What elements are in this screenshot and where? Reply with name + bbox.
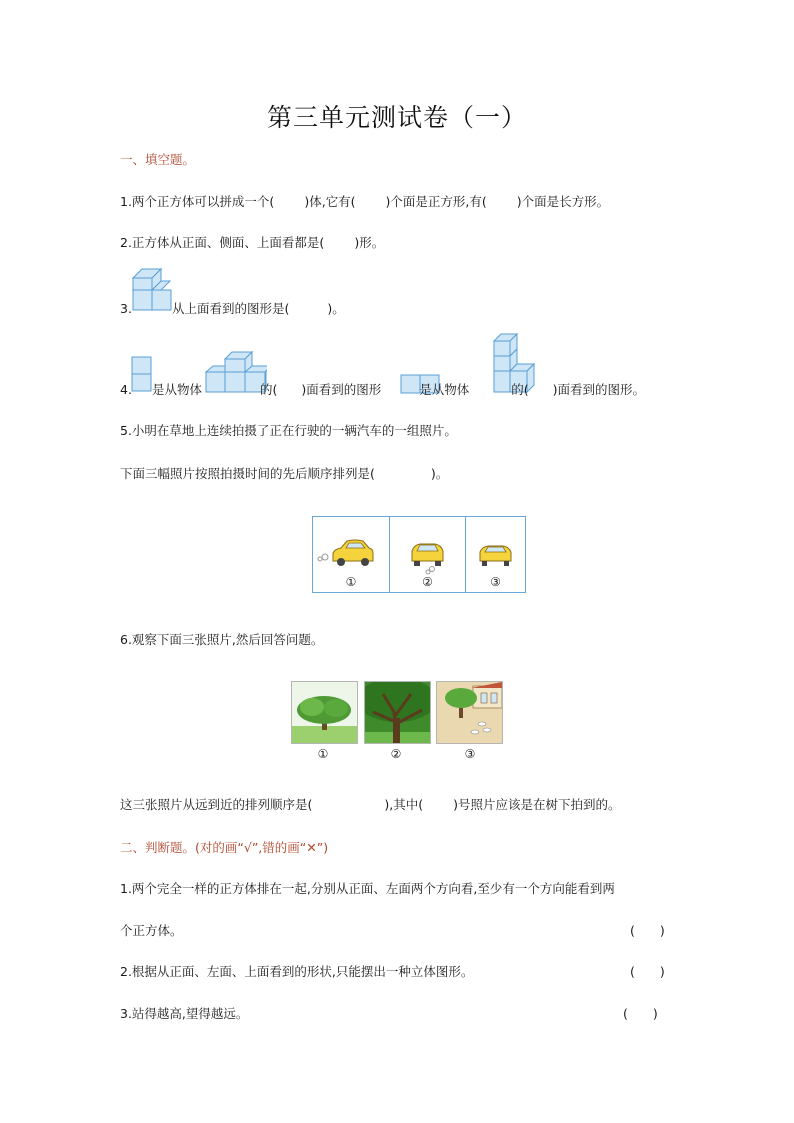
question-3	[120, 299, 345, 317]
q5-text-b: 下面三幅照片按照拍摄时间的先后顺序排列是(	[120, 466, 375, 481]
tree-label-3: ③	[464, 747, 476, 761]
judge-2: 2.根据从正面、左面、上面看到的形状,只能摆出一种立体图形。	[120, 964, 474, 979]
judge-2-answer[interactable]: ( )	[630, 964, 665, 979]
judge-1-line-1: 1.两个完全一样的正方体排在一起,分别从正面、左面两个方向看,至少有一个方向能看到两	[120, 881, 615, 896]
q3-text-a: 3.	[120, 301, 132, 316]
car-photo-3	[466, 517, 525, 592]
q4-text-a: 4.	[120, 382, 132, 397]
car-photos-panel	[312, 516, 526, 593]
car-label-1: ①	[345, 575, 357, 589]
car-side-icon	[313, 517, 389, 577]
q4-text-d: )面看到的图形	[301, 382, 382, 397]
question-2	[120, 233, 384, 251]
q3-text-b: 从上面看到的图形是(	[171, 301, 290, 316]
car-photo-2	[390, 517, 466, 592]
car-front-icon	[390, 517, 465, 577]
question-5-intro: 5.小明在草地上连续拍摄了正在行驶的一辆汽车的一组照片。	[120, 423, 457, 438]
q4-text-e: 是从物体	[419, 382, 470, 397]
q4-text-f: 的(	[511, 382, 529, 397]
tree-label-1: ①	[317, 747, 329, 761]
q5-text-c: )。	[430, 466, 449, 481]
q2-text-a: 2.正方体从正面、侧面、上面看都是(	[120, 235, 325, 250]
tree-under-image	[365, 682, 430, 743]
q1-text-c: )个面是正方形,有(	[385, 194, 487, 209]
tree-photo-1	[291, 681, 358, 744]
q4-text-b: 是从物体	[151, 382, 202, 397]
q1-text-a: 1.两个正方体可以拼成一个(	[120, 194, 275, 209]
q2-text-b: )形。	[354, 235, 385, 250]
q6-text-d: )号照片应该是在树下拍到的。	[453, 797, 621, 812]
tree-house-image	[437, 682, 502, 743]
q1-text-b: )体,它有(	[304, 194, 356, 209]
page-title: 第三单元测试卷（一）	[266, 103, 527, 132]
car-back-icon	[466, 517, 525, 577]
judge-3-answer[interactable]: ( )	[623, 1006, 658, 1021]
question-1	[120, 192, 609, 210]
tree-photo-2	[364, 681, 431, 744]
car-photo-1	[313, 517, 390, 592]
tree-label-2: ②	[390, 747, 402, 761]
question-6-intro: 6.观察下面三张照片,然后回答问题。	[120, 632, 324, 647]
question-6	[120, 795, 621, 813]
car-label-2: ②	[422, 575, 433, 589]
question-5	[120, 464, 448, 482]
q4-text-g: )面看到的图形。	[552, 382, 646, 397]
question-4	[120, 380, 645, 398]
q1-text-d: )个面是长方形。	[516, 194, 610, 209]
tree-far-image	[292, 682, 357, 743]
q6-text-b: 这三张照片从远到近的排列顺序是(	[120, 797, 313, 812]
judge-1-line-2: 个正方体。	[120, 923, 183, 938]
q6-text-c: ),其中(	[384, 797, 424, 812]
car-label-3: ③	[490, 575, 501, 589]
judge-3: 3.站得越高,望得越远。	[120, 1006, 249, 1021]
section-judge-heading: 二、判断题。(对的画“√”,错的画“✕”)	[120, 840, 329, 855]
judge-1-answer[interactable]: ( )	[630, 923, 665, 938]
q3-text-c: )。	[327, 301, 345, 316]
section-fill-in-heading: 一、填空题。	[120, 152, 196, 167]
tree-photo-3	[436, 681, 503, 744]
q4-text-c: 的(	[259, 382, 278, 397]
